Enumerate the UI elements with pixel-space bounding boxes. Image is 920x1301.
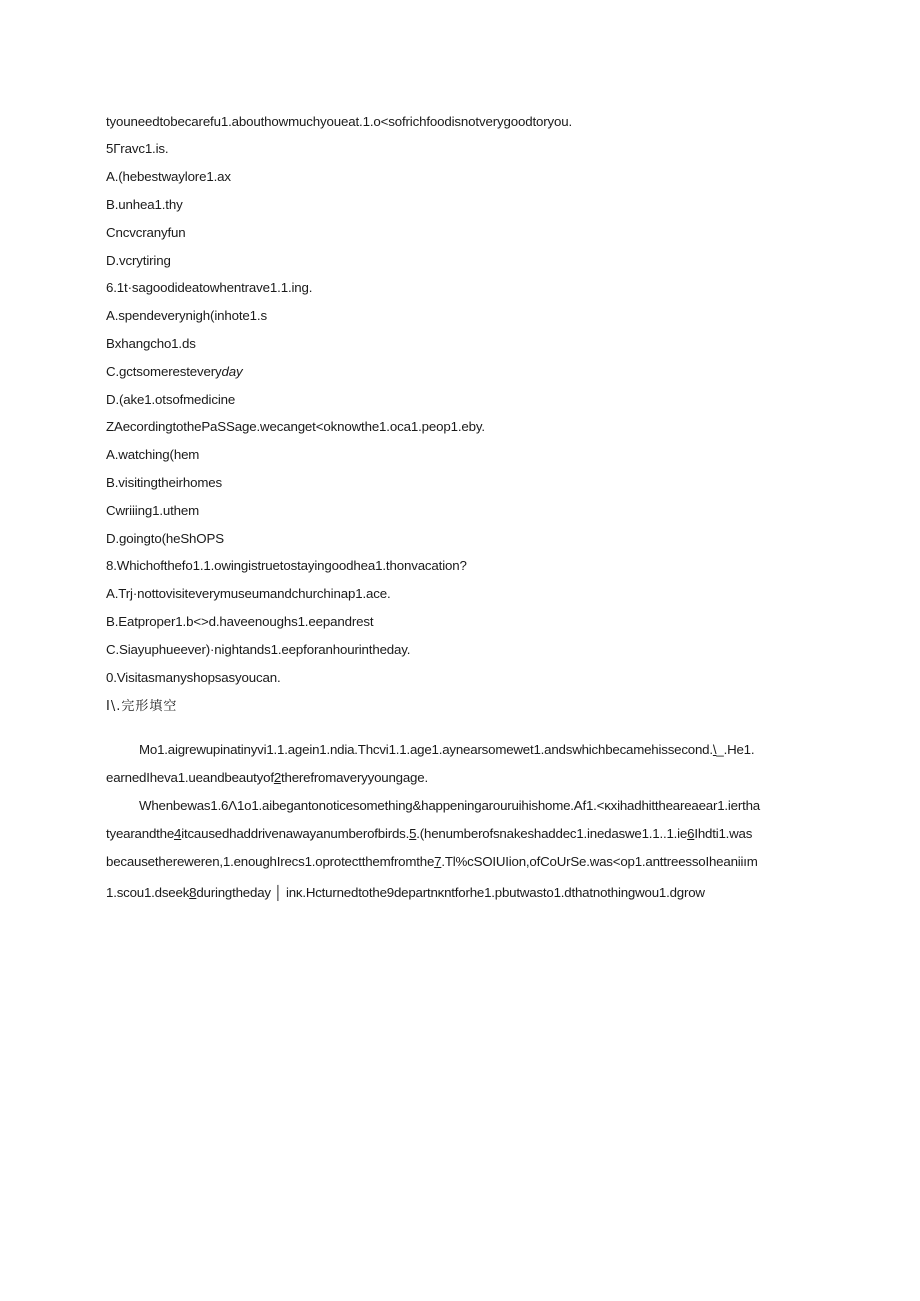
question-8-option-c: C.Siayuphueever)·nightands1.eepforanhourintheday. bbox=[106, 642, 411, 657]
question-8-stem: 8.Whichofthefo1.1.owingistruetostayingoodhea1.thonvacation? bbox=[106, 558, 467, 573]
question-7-option-d: D.goingto(heShOPS bbox=[106, 531, 224, 546]
question-8-option-d: 0.Visitasmanyshopsasyoucan. bbox=[106, 670, 281, 685]
question-6-option-c-text: C.gctsomerestevery bbox=[106, 364, 222, 379]
passage-text: therefromaveryyoungage. bbox=[281, 770, 428, 785]
passage-p2-line-2 bbox=[106, 826, 752, 842]
question-8-option-b: B.Eatproper1.b<>d.haveenoughs1.eepandrest bbox=[106, 614, 374, 629]
passage-p2-line-4 bbox=[106, 885, 705, 901]
blank-4: 4 bbox=[174, 826, 182, 841]
passage-text: 1.scou1.dseek bbox=[106, 885, 190, 900]
question-5-stem: 5Гravc1.is. bbox=[106, 141, 169, 156]
section-heading-cloze: I\.完形填空 bbox=[106, 699, 178, 714]
passage-p2-line-1: Whenbewas1.6Λ1o1.aibegantonoticesomething&happeningarouruihishome.Af1.<κxihadhittheareaear1.iertha bbox=[139, 798, 760, 813]
blank-5: 5 bbox=[409, 826, 417, 841]
intro-line: tyouneedtobecarefu1.abouthowmuchyoueat.1.o<sofrichfoodisnotverygoodtoryou. bbox=[106, 114, 573, 129]
question-7-stem: ZAecordingtothePaSSage.wecanget<oknowthe1.oca1.peop1.eby. bbox=[106, 419, 485, 434]
passage-p1-line-2 bbox=[106, 770, 428, 786]
passage-text: duringtheday │ inκ.Hcturnedtothe9departnκntforhe1.pbutwasto1.dthatnothingwou1.dgrow bbox=[196, 885, 705, 900]
blank-8: 8 bbox=[189, 885, 197, 900]
question-5-option-c: Cncvcranyfun bbox=[106, 225, 186, 240]
question-5-option-b: B.unhea1.thy bbox=[106, 197, 183, 212]
passage-text: .(henumberofsnakeshaddec1.inedaswe1.1..1.ie bbox=[416, 826, 688, 841]
question-6-option-d: D.(ake1.otsofmedicine bbox=[106, 392, 236, 407]
question-7-option-b: B.visitingtheirhomes bbox=[106, 475, 222, 490]
passage-text: itcausedhaddrivenawayanumberofbirds. bbox=[181, 826, 410, 841]
question-6-option-b: Bxhangcho1.ds bbox=[106, 336, 196, 351]
passage-text: Ihdti1.was bbox=[694, 826, 753, 841]
question-6-stem: 6.1t·sagoodideatowhentrave1.1.ing. bbox=[106, 280, 313, 295]
question-6-option-a: A.spendeverynigh(inhote1.s bbox=[106, 308, 267, 323]
blank-6: 6 bbox=[687, 826, 695, 841]
blank-2: 2 bbox=[273, 770, 282, 785]
question-6-option-c bbox=[106, 364, 243, 380]
passage-text: becausethereweren,1.enoughIrecs1.oprotectthemfromthe bbox=[106, 854, 435, 869]
passage-text: .Tl%cSOIUIion,ofCoUrSe.was<op1.anttreessoIheaniiım bbox=[441, 854, 758, 869]
question-7-option-a: A.watching(hem bbox=[106, 447, 200, 462]
passage-p2-line-3 bbox=[106, 854, 758, 870]
passage-text: _.He1. bbox=[716, 742, 755, 757]
passage-text: earnedIheva1.ueandbeautyof bbox=[106, 770, 274, 785]
blank-7: 7 bbox=[434, 854, 442, 869]
question-7-option-c: Cwriiing1.uthem bbox=[106, 503, 200, 518]
passage-text: tyearandthe bbox=[106, 826, 175, 841]
question-8-option-a: A.Trj·nottovisiteverymuseumandchurchinap1.ace. bbox=[106, 586, 391, 601]
question-5-option-a: A.(hebestwaylore1.ax bbox=[106, 169, 231, 184]
passage-text: Mo1.aigrewupinatinyvi1.1.agein1.ndia.Thcvi1.1.age1.aynearsomewet1.andswhichbecamehissecond. bbox=[139, 742, 713, 757]
question-5-option-d: D.vcrytiring bbox=[106, 253, 171, 268]
passage-p1-line-1 bbox=[139, 742, 754, 758]
blank-1: \ bbox=[712, 742, 717, 757]
question-6-option-c-tail: day bbox=[221, 364, 243, 379]
